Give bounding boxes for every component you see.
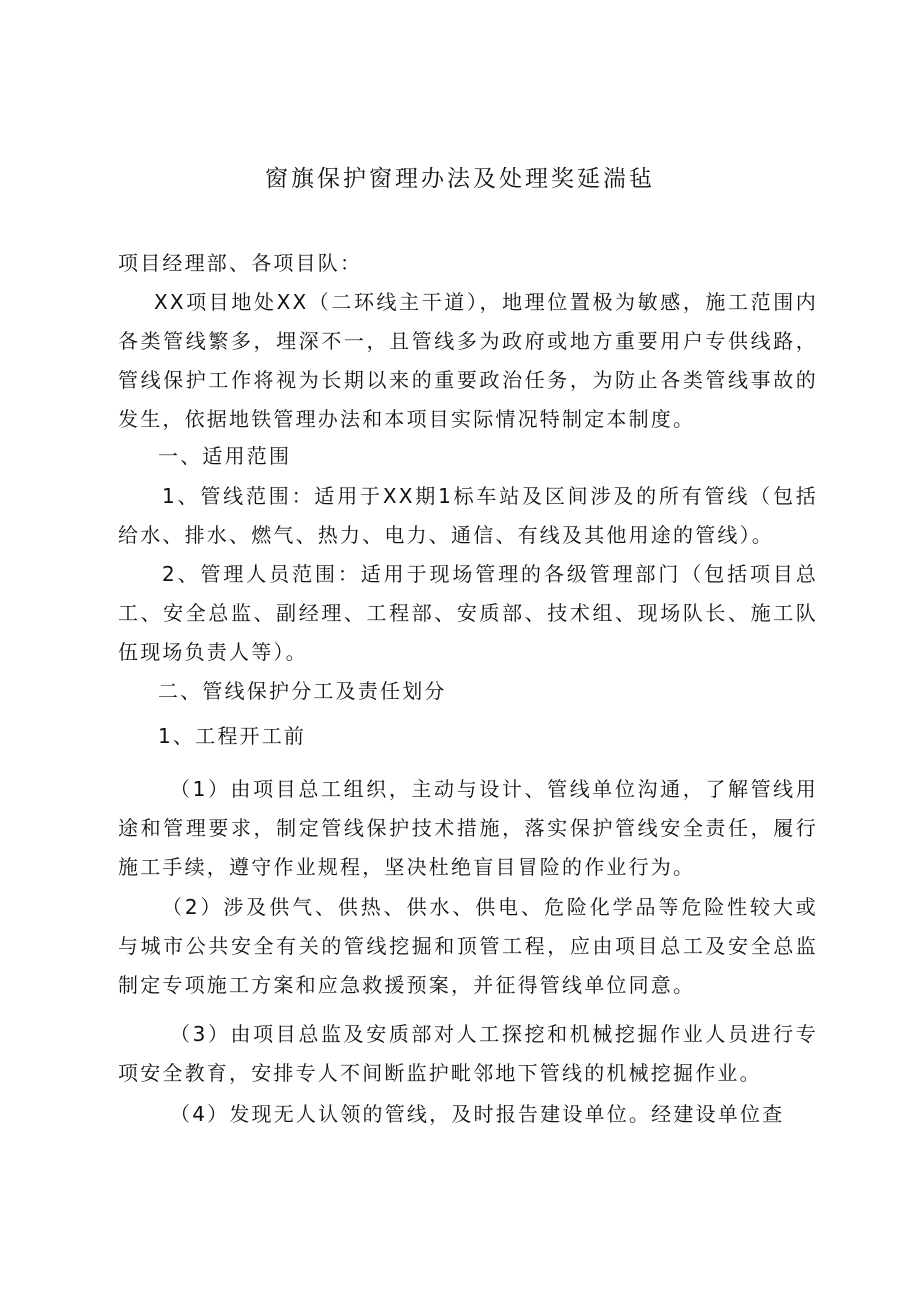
section-heading-scope: 一、适用范围 xyxy=(158,444,292,468)
salutation: 项目经理部、各项目队： xyxy=(118,251,363,275)
list-item: （3）由项目总监及安质部对人工探挖和机械挖掘作业人员进行专项安全教育，安排专人不间断监护毗邻地下管线的机械挖掘作业。 xyxy=(118,1022,818,1085)
document-title: 窗旗保护窗理办法及处理奖延湍毡 xyxy=(265,166,655,192)
list-item: （1）由项目总工组织，主动与设计、管线单位沟通，了解管线用途和管理要求，制定管线保护技术措施，落实保护管线安全责任，履行施工手续，遵守作业规程，坚决杜绝盲目冒险的作业行为。 xyxy=(118,777,818,879)
scope-item-personnel: 2、管理人员范围：适用于现场管理的各级管理部门（包括项目总工、安全总监、副经理、工程部、安质部、技术组、现场队长、施工队伍现场负责人等）。 xyxy=(118,562,818,664)
scope-item-pipelines: 1、管线范围：适用于XX期1标车站及区间涉及的所有管线（包括给水、排水、燃气、热力、电力、通信、有线及其他用途的管线）。 xyxy=(118,484,818,547)
intro-paragraph: XX项目地处XX（二环线主干道），地理位置极为敏感，施工范围内各类管线繁多，埋深不一，且管线多为政府或地方重要用户专供线路，管线保护工作将视为长期以来的重要政治任务，为防止各类管线事故的发生，依据地铁管理办法和本项目实际情况特制定本制度。 xyxy=(118,290,818,431)
section-heading-responsibility: 二、管线保护分工及责任划分 xyxy=(158,679,447,703)
list-item: （4）发现无人认领的管线，及时报告建设单位。经建设单位查 xyxy=(170,1102,785,1126)
list-item: （2）涉及供气、供热、供水、供电、危险化学品等危险性较大或与城市公共安全有关的管线挖掘和顶管工程，应由项目总工及安全总监制定专项施工方案和应急救援预案，并征得管线单位同意。 xyxy=(118,895,818,997)
subsection-heading-before-start: 1、工程开工前 xyxy=(158,724,307,748)
